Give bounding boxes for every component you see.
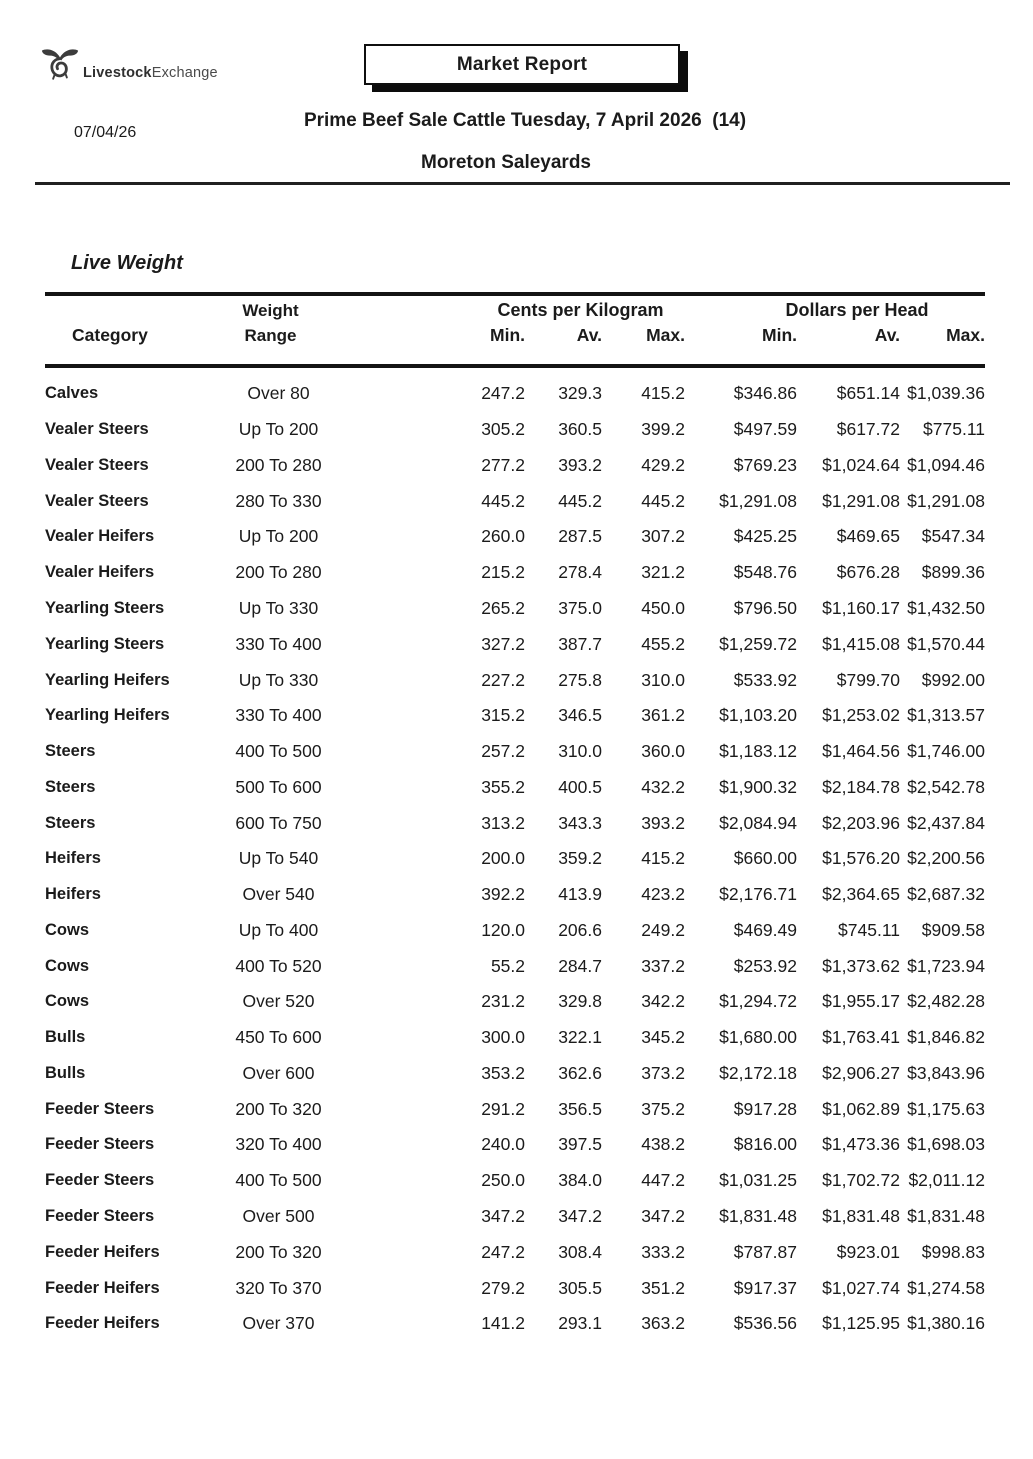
table-row — [45, 984, 985, 1020]
dollars-min-cell: $1,031.25 — [719, 1170, 797, 1191]
dollars-min-cell: $1,900.32 — [719, 776, 797, 797]
table-row — [45, 483, 985, 519]
cents-av-cell: 445.2 — [558, 490, 602, 511]
category-cell: Steers — [45, 742, 96, 761]
dollars-av-cell: $1,831.48 — [822, 1205, 900, 1226]
dollars-min-cell: $816.00 — [733, 1134, 797, 1155]
dollars-av-cell: $1,415.08 — [822, 633, 900, 654]
category-cell: Vealer Steers — [45, 491, 149, 510]
group-header-cents-per-kilogram: Cents per Kilogram — [497, 300, 664, 320]
cents-av-cell: 206.6 — [558, 919, 602, 940]
cents-av-cell: 400.5 — [558, 776, 602, 797]
cents-min-cell: 305.2 — [481, 419, 525, 440]
cents-max-cell: 455.2 — [641, 633, 685, 654]
section-title-live-weight: Live Weight — [71, 252, 183, 274]
category-cell: Feeder Heifers — [45, 1314, 160, 1333]
cents-max-cell: 363.2 — [641, 1313, 685, 1334]
cents-min-cell: 355.2 — [481, 776, 525, 797]
cents-min-cell: 231.2 — [481, 991, 525, 1012]
dollars-min-cell: $2,084.94 — [719, 812, 797, 833]
cents-av-header: Av. — [576, 325, 602, 345]
cents-min-cell: 313.2 — [481, 812, 525, 833]
category-cell: Vealer Steers — [45, 420, 149, 439]
cents-min-cell: 353.2 — [481, 1062, 525, 1083]
weight-range-cell: 450 To 600 — [235, 1027, 322, 1048]
dollars-min-cell: $425.25 — [733, 526, 797, 547]
cents-min-cell: 445.2 — [481, 490, 525, 511]
cents-max-cell: 415.2 — [641, 848, 685, 869]
dollars-max-cell: $547.34 — [921, 526, 985, 547]
dollars-av-cell: $2,184.78 — [822, 776, 900, 797]
cents-min-cell: 315.2 — [481, 705, 525, 726]
market-report-label: Market Report — [456, 53, 588, 75]
cents-max-cell: 307.2 — [641, 526, 685, 547]
cents-av-cell: 387.7 — [558, 633, 602, 654]
cents-max-cell: 450.0 — [641, 597, 685, 618]
weight-range-cell: 500 To 600 — [235, 776, 322, 797]
dollars-max-cell: $899.36 — [921, 562, 985, 583]
saleyard-name: Moreton Saleyards — [421, 152, 591, 173]
dollars-min-cell: $917.37 — [733, 1277, 797, 1298]
table-row — [45, 1234, 985, 1270]
cents-min-cell: 227.2 — [481, 669, 525, 690]
dollars-min-cell: $346.86 — [733, 383, 797, 404]
table-row — [45, 591, 985, 627]
cents-av-cell: 284.7 — [558, 955, 602, 976]
table-row — [45, 1270, 985, 1306]
cents-av-cell: 275.8 — [558, 669, 602, 690]
cents-min-cell: 240.0 — [481, 1134, 525, 1155]
category-cell: Yearling Steers — [45, 634, 165, 653]
cents-av-cell: 322.1 — [558, 1027, 602, 1048]
category-cell: Feeder Steers — [45, 1206, 155, 1225]
cents-min-cell: 291.2 — [481, 1098, 525, 1119]
dollars-max-cell: $775.11 — [923, 419, 985, 440]
market-report-title-box — [364, 44, 680, 85]
dollars-max-cell: $909.58 — [921, 919, 985, 940]
cents-max-cell: 447.2 — [641, 1170, 685, 1191]
weight-range-cell: 600 To 750 — [235, 812, 322, 833]
table-row — [45, 877, 985, 913]
cents-av-cell: 329.8 — [558, 991, 602, 1012]
weight-range-cell: 200 To 280 — [235, 454, 322, 475]
dollars-av-cell: $651.14 — [836, 383, 900, 404]
cents-av-cell: 343.3 — [558, 812, 602, 833]
dollars-av-cell: $1,702.72 — [822, 1170, 900, 1191]
table-row — [45, 412, 985, 448]
weight-range-cell: 330 To 400 — [235, 633, 322, 654]
dollars-max-cell: $1,039.36 — [907, 383, 985, 404]
category-cell: Bulls — [45, 1063, 86, 1082]
dollars-av-cell: $1,125.95 — [822, 1313, 900, 1334]
dollars-av-cell: $1,253.02 — [822, 705, 900, 726]
dollars-max-cell: $1,723.94 — [907, 955, 985, 976]
dollars-av-cell: $469.65 — [836, 526, 900, 547]
cents-min-cell: 327.2 — [481, 633, 525, 654]
cents-max-cell: 393.2 — [641, 812, 685, 833]
dollars-min-header: Min. — [762, 325, 797, 345]
dollars-av-cell: $1,160.17 — [822, 597, 900, 618]
dollars-av-cell: $1,955.17 — [822, 991, 900, 1012]
livestock-exchange-logo — [40, 42, 218, 88]
cents-max-cell: 423.2 — [641, 884, 685, 905]
table-row — [45, 1020, 985, 1056]
cents-av-cell: 397.5 — [558, 1134, 602, 1155]
cents-av-cell: 329.3 — [558, 383, 602, 404]
cents-max-cell: 429.2 — [641, 454, 685, 475]
dollars-min-cell: $1,259.72 — [719, 633, 797, 654]
category-cell: Vealer Heifers — [45, 563, 155, 582]
cents-max-cell: 445.2 — [641, 490, 685, 511]
table-row — [45, 626, 985, 662]
category-cell: Feeder Steers — [45, 1099, 155, 1118]
cents-av-cell: 347.2 — [558, 1205, 602, 1226]
weight-range-cell: 200 To 320 — [235, 1241, 322, 1262]
cents-max-cell: 399.2 — [641, 419, 685, 440]
cents-min-cell: 260.0 — [481, 526, 525, 547]
cents-min-cell: 392.2 — [481, 884, 525, 905]
dollars-min-cell: $497.59 — [733, 419, 797, 440]
cents-min-cell: 55.2 — [490, 955, 525, 976]
table-row — [45, 662, 985, 698]
cents-min-cell: 300.0 — [481, 1027, 525, 1048]
cents-av-cell: 413.9 — [558, 884, 602, 905]
table-row — [45, 1091, 985, 1127]
cents-min-cell: 120.0 — [481, 919, 525, 940]
dollars-av-cell: $1,473.36 — [822, 1134, 900, 1155]
dollars-max-cell: $2,542.78 — [907, 776, 985, 797]
table-row — [45, 1199, 985, 1235]
weight-range-cell: Up To 540 — [238, 848, 319, 869]
report-date: 07/04/26 — [74, 124, 137, 141]
cents-min-cell: 265.2 — [481, 597, 525, 618]
cents-max-cell: 373.2 — [641, 1062, 685, 1083]
weight-range-cell: Over 540 — [242, 884, 315, 905]
cents-av-cell: 346.5 — [558, 705, 602, 726]
dollars-max-cell: $1,175.63 — [907, 1098, 985, 1119]
dollars-av-cell: $2,203.96 — [822, 812, 900, 833]
table-row — [45, 1127, 985, 1163]
dollars-av-cell: $745.11 — [838, 919, 900, 940]
dollars-av-cell: $923.01 — [836, 1241, 900, 1262]
cents-max-cell: 361.2 — [641, 705, 685, 726]
weight-range-cell: 400 To 500 — [235, 741, 322, 762]
cents-av-cell: 287.5 — [558, 526, 602, 547]
weight-range-cell: 400 To 520 — [235, 955, 322, 976]
cents-min-cell: 250.0 — [481, 1170, 525, 1191]
cents-max-cell: 351.2 — [641, 1277, 685, 1298]
category-cell: Cows — [45, 956, 90, 975]
cents-av-cell: 393.2 — [558, 454, 602, 475]
weight-range-cell: Up To 330 — [238, 669, 319, 690]
table-row — [45, 1056, 985, 1092]
dollars-av-cell: $1,291.08 — [822, 490, 900, 511]
logo-word-exchange: Exchange — [151, 65, 218, 81]
cents-min-cell: 257.2 — [481, 741, 525, 762]
dollars-min-cell: $1,183.12 — [719, 741, 797, 762]
table-row — [45, 769, 985, 805]
table-row — [45, 912, 985, 948]
table-header-columns — [45, 325, 985, 346]
dollars-max-cell: $1,846.82 — [907, 1027, 985, 1048]
dollars-max-cell: $1,380.16 — [907, 1313, 985, 1334]
dollars-min-cell: $1,680.00 — [719, 1027, 797, 1048]
table-row — [45, 1163, 985, 1199]
dollars-av-cell: $1,373.62 — [822, 955, 900, 976]
table-row — [45, 519, 985, 555]
table-row — [45, 376, 985, 412]
category-cell: Yearling Heifers — [45, 706, 170, 725]
category-cell: Yearling Heifers — [45, 670, 170, 689]
dollars-min-cell: $1,294.72 — [719, 991, 797, 1012]
dollars-av-cell: $676.28 — [836, 562, 900, 583]
category-cell: Steers — [45, 777, 96, 796]
category-cell: Bulls — [45, 1028, 86, 1047]
dollars-av-cell: $1,576.20 — [822, 848, 900, 869]
weight-range-cell: 280 To 330 — [235, 490, 322, 511]
category-cell: Vealer Heifers — [45, 527, 155, 546]
cents-max-cell: 360.0 — [641, 741, 685, 762]
weight-range-cell: Over 600 — [242, 1062, 315, 1083]
table-row — [45, 555, 985, 591]
weight-range-cell: 320 To 400 — [235, 1134, 322, 1155]
category-header: Category — [72, 325, 148, 345]
table-top-rule — [45, 292, 985, 296]
cents-min-cell: 247.2 — [481, 1241, 525, 1262]
cents-av-cell: 305.5 — [558, 1277, 602, 1298]
sale-title: Prime Beef Sale Cattle Tuesday, 7 April 2026 (14) — [303, 110, 747, 131]
dollars-max-cell: $1,274.58 — [907, 1277, 985, 1298]
cents-av-cell: 310.0 — [558, 741, 602, 762]
cents-max-cell: 310.0 — [641, 669, 685, 690]
dollars-av-cell: $617.72 — [836, 419, 900, 440]
dollars-max-cell: $1,831.48 — [907, 1205, 985, 1226]
dollars-max-cell: $992.00 — [921, 669, 985, 690]
dollars-max-cell: $2,011.12 — [908, 1170, 985, 1191]
cents-max-cell: 345.2 — [641, 1027, 685, 1048]
weight-range-cell: Up To 400 — [238, 919, 319, 940]
table-row — [45, 698, 985, 734]
cents-max-cell: 249.2 — [641, 919, 685, 940]
cents-min-cell: 347.2 — [481, 1205, 525, 1226]
weight-range-cell: Over 80 — [247, 383, 310, 404]
dollars-av-cell: $1,024.64 — [822, 454, 900, 475]
cents-max-cell: 342.2 — [641, 991, 685, 1012]
category-cell: Heifers — [45, 885, 101, 904]
logo-word-livestock: Livestock — [83, 65, 152, 81]
logo-wordmark — [83, 65, 218, 88]
weight-header-line2: Range — [244, 325, 297, 345]
weight-range-cell: 320 To 370 — [235, 1277, 322, 1298]
dollars-min-cell: $1,103.20 — [719, 705, 797, 726]
weight-range-cell: Up To 200 — [238, 526, 319, 547]
dollars-max-cell: $998.83 — [921, 1241, 985, 1262]
dollars-min-cell: $548.76 — [733, 562, 797, 583]
dollars-min-cell: $469.49 — [733, 919, 797, 940]
dollars-av-header: Av. — [874, 325, 900, 345]
category-cell: Feeder Steers — [45, 1135, 155, 1154]
cents-av-cell: 360.5 — [558, 419, 602, 440]
category-cell: Heifers — [45, 849, 101, 868]
cents-max-header: Max. — [646, 325, 685, 345]
dollars-av-cell: $1,464.56 — [822, 741, 900, 762]
category-cell: Steers — [45, 813, 96, 832]
dollars-min-cell: $2,172.18 — [719, 1062, 797, 1083]
dollars-av-cell: $2,906.27 — [822, 1062, 900, 1083]
dollars-min-cell: $2,176.71 — [719, 884, 797, 905]
cents-min-cell: 279.2 — [481, 1277, 525, 1298]
dollars-max-cell: $2,482.28 — [907, 991, 985, 1012]
dollars-min-cell: $536.56 — [733, 1313, 797, 1334]
table-row — [45, 948, 985, 984]
bull-icon — [40, 42, 80, 88]
dollars-max-cell: $2,437.84 — [907, 812, 985, 833]
table-row — [45, 734, 985, 770]
dollars-max-cell: $1,698.03 — [907, 1134, 985, 1155]
dollars-max-cell: $2,200.56 — [907, 848, 985, 869]
weight-range-cell: Up To 330 — [238, 597, 319, 618]
group-header-dollars-per-head: Dollars per Head — [785, 300, 929, 320]
dollars-max-cell: $1,432.50 — [907, 597, 985, 618]
weight-range-cell: Over 520 — [242, 991, 315, 1012]
cents-min-cell: 277.2 — [481, 454, 525, 475]
table-row — [45, 841, 985, 877]
cents-av-cell: 362.6 — [558, 1062, 602, 1083]
cents-av-cell: 375.0 — [558, 597, 602, 618]
cents-max-cell: 337.2 — [641, 955, 685, 976]
cents-max-cell: 347.2 — [641, 1205, 685, 1226]
category-cell: Feeder Steers — [45, 1171, 155, 1190]
cents-max-cell: 415.2 — [641, 383, 685, 404]
weight-header-line1: Weight — [242, 300, 299, 320]
category-cell: Feeder Heifers — [45, 1278, 160, 1297]
cents-min-header: Min. — [490, 325, 525, 345]
dollars-max-cell: $1,291.08 — [907, 490, 985, 511]
dollars-av-cell: $1,027.74 — [822, 1277, 900, 1298]
weight-range-cell: Up To 200 — [238, 419, 319, 440]
dollars-av-cell: $1,763.41 — [822, 1027, 900, 1048]
cents-av-cell: 278.4 — [558, 562, 602, 583]
dollars-max-cell: $1,094.46 — [907, 454, 985, 475]
cents-av-cell: 359.2 — [558, 848, 602, 869]
cents-max-cell: 432.2 — [641, 776, 685, 797]
dollars-max-cell: $1,570.44 — [907, 633, 985, 654]
dollars-av-cell: $2,364.65 — [822, 884, 900, 905]
dollars-min-cell: $660.00 — [733, 848, 797, 869]
dollars-min-cell: $769.23 — [733, 454, 797, 475]
table-row — [45, 448, 985, 484]
cents-max-cell: 438.2 — [641, 1134, 685, 1155]
dollars-min-cell: $1,831.48 — [719, 1205, 797, 1226]
cents-min-cell: 141.2 — [481, 1313, 525, 1334]
dollars-max-cell: $3,843.96 — [907, 1062, 985, 1083]
category-cell: Yearling Steers — [45, 598, 165, 617]
table-header-rule — [45, 364, 985, 368]
cents-max-cell: 375.2 — [641, 1098, 685, 1119]
header-divider — [35, 182, 1010, 185]
cents-min-cell: 200.0 — [481, 848, 525, 869]
cents-min-cell: 247.2 — [481, 383, 525, 404]
weight-range-cell: 330 To 400 — [235, 705, 322, 726]
dollars-max-cell: $1,746.00 — [907, 741, 985, 762]
dollars-max-cell: $2,687.32 — [907, 884, 985, 905]
dollars-min-cell: $533.92 — [733, 669, 797, 690]
dollars-min-cell: $787.87 — [733, 1241, 797, 1262]
table-row — [45, 805, 985, 841]
table-header-groups — [45, 300, 985, 321]
dollars-max-header: Max. — [946, 325, 985, 345]
weight-range-cell: 200 To 280 — [235, 562, 322, 583]
cents-av-cell: 308.4 — [558, 1241, 602, 1262]
cents-max-cell: 333.2 — [641, 1241, 685, 1262]
table-row — [45, 1306, 985, 1342]
weight-range-cell: 200 To 320 — [235, 1098, 322, 1119]
dollars-min-cell: $796.50 — [733, 597, 797, 618]
cents-max-cell: 321.2 — [641, 562, 685, 583]
dollars-av-cell: $1,062.89 — [822, 1098, 900, 1119]
table-body — [45, 376, 985, 1342]
category-cell: Vealer Steers — [45, 455, 149, 474]
cents-min-cell: 215.2 — [481, 562, 525, 583]
category-cell: Cows — [45, 920, 90, 939]
cents-av-cell: 356.5 — [558, 1098, 602, 1119]
dollars-min-cell: $253.92 — [733, 955, 797, 976]
category-cell: Calves — [45, 384, 99, 403]
category-cell: Cows — [45, 992, 90, 1011]
weight-range-cell: 400 To 500 — [235, 1170, 322, 1191]
weight-range-cell: Over 370 — [242, 1313, 315, 1334]
cents-av-cell: 293.1 — [558, 1313, 602, 1334]
dollars-min-cell: $917.28 — [733, 1098, 797, 1119]
cents-av-cell: 384.0 — [558, 1170, 602, 1191]
dollars-min-cell: $1,291.08 — [719, 490, 797, 511]
dollars-av-cell: $799.70 — [836, 669, 900, 690]
category-cell: Feeder Heifers — [45, 1242, 160, 1261]
dollars-max-cell: $1,313.57 — [907, 705, 985, 726]
weight-range-cell: Over 500 — [242, 1205, 315, 1226]
